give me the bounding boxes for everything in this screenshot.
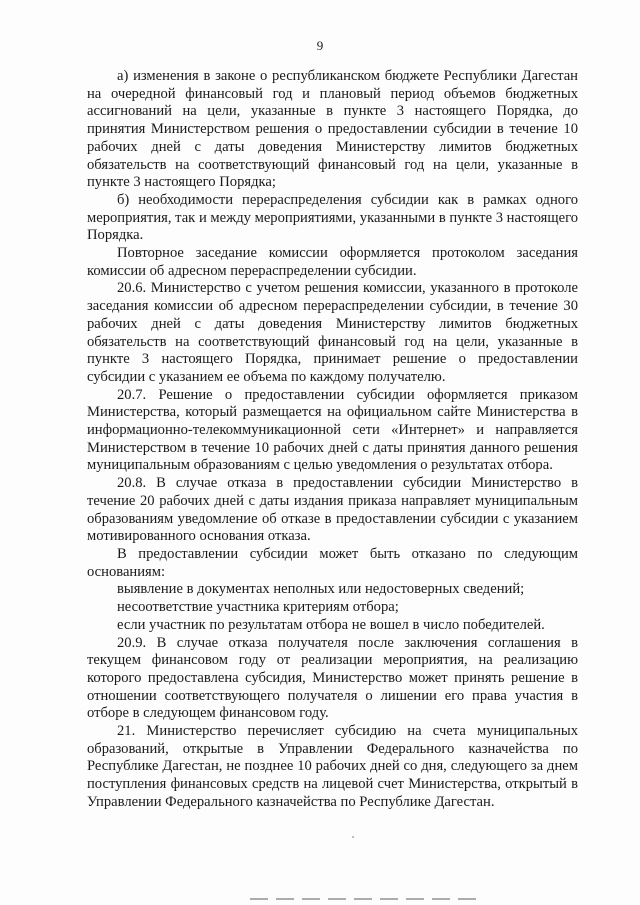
refusal-ground-criteria-mismatch: несоответствие участника критериям отбора; xyxy=(117,599,399,616)
paragraph-20-8: 20.8. В случае отказа в предоставлении субсидии Министерство в течение 20 рабочих дней с даты издания приказа направляет муниципальным образованиям уведомление об отказе в предоставлении субсидии с указанием мотивированного основания отказа. xyxy=(87,475,578,545)
document-body xyxy=(87,68,578,812)
paragraph-20-9: 20.9. В случае отказа получателя после заключения соглашения в текущем финансовом году от реализации мероприятия, на реализацию которого предоставлена субсидия, Министерство может принять решение в отношении соответствующего получателя о лишении его права участия в отборе в следующем финансовом году. xyxy=(87,634,578,722)
page-number: 9 xyxy=(316,38,324,53)
refusal-ground-not-winner: если участник по результатам отбора не вошел в число победителей. xyxy=(117,616,545,633)
paragraph-repeat-meeting: Повторное заседание комиссии оформляется протоколом заседания комиссии об адресном перераспределении субсидии. xyxy=(87,245,578,279)
paragraph-20-7: 20.7. Решение о предоставлении субсидии оформляется приказом Министерства, который размещается на официальном сайте Министерства в информационно-телекоммуникационной сети «Интернет» и направляется Министерством в течение 10 рабочих дней с даты принятия данного решения муниципальным образованиям с целью уведомления о результатах отбора. xyxy=(87,386,578,474)
paragraph-21: 21. Министерство перечисляет субсидию на счета муниципальных образований, открытые в Управлении Федерального казначейства по Республике Дагестан, не позднее 10 рабочих дней со дня, следующего за днем поступления финансовых средств на лицевой счет Министерства, открытый в Управлении Федерального казначейства по Республике Дагестан. xyxy=(87,723,578,810)
paragraph-b-redistribution: б) необходимости перераспределения субсидии как в рамках одного мероприятия, так и между мероприятиями, указанными в пункте 3 настоящего Порядка. xyxy=(87,191,578,244)
paragraph-20-6: 20.6. Министерство с учетом решения комиссии, указанного в протоколе заседания комиссии об адресном перераспределении субсидии, в течение 30 рабочих дней с даты доведения Министерству лимитов бюджетных обязательств на соответствующий финансовый год на цели, указанные в пункте 3 настоящего Порядка, принимает решение о предоставлении субсидии с указанием ее объема по каждому получателю. xyxy=(87,280,578,385)
refusal-ground-incomplete-data: выявление в документах неполных или недостоверных сведений; xyxy=(117,581,525,598)
scan-speck xyxy=(352,836,354,838)
paragraph-a-budget-changes: а) изменения в законе о республиканском бюджете Республики Дагестан на очередной финансовый год и плановый период объемов бюджетных ассигнований на цели, указанные в пункте 3 настоящего Порядка, до принятия Министерством решения о предоставлении субсидии в течение 10 рабочих дней с даты доведения Министерству лимитов бюджетных обязательств на соответствующий финансовый год на цели, указанные в пункте 3 настоящего Порядка; xyxy=(87,68,578,191)
paragraph-refusal-grounds: В предоставлении субсидии может быть отказано по следующим основаниям: xyxy=(87,545,578,580)
scan-bottom-edge xyxy=(250,898,480,900)
